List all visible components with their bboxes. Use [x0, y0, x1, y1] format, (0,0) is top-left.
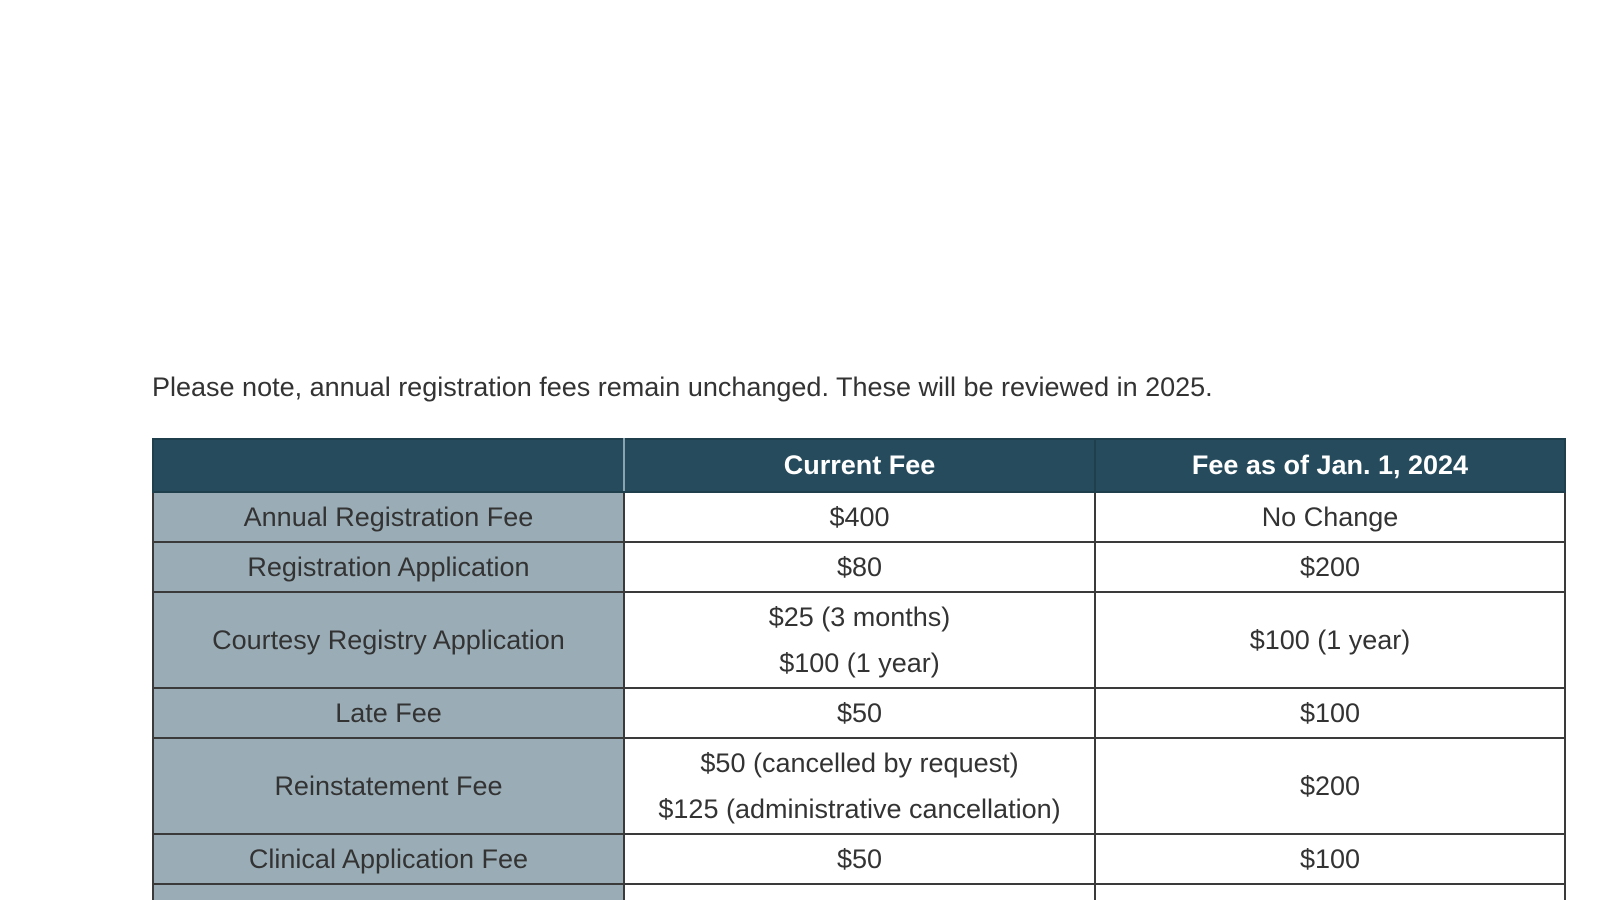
new-fee-cell: $200 — [1095, 542, 1565, 592]
table-row — [153, 542, 1565, 592]
current-fee-value: $400 — [829, 502, 890, 532]
fee-note: Please note, annual registration fees remain unchanged. These will be reviewed in 2025. — [152, 372, 1213, 402]
current-fee-value: $50 (cancelled by request) — [700, 748, 1019, 778]
new-fee-cell: $100 (1 year) — [1095, 592, 1565, 688]
row-label: Annual Registration Fee — [153, 492, 624, 542]
current-fee-cell — [624, 834, 1095, 884]
current-fee-cell — [624, 592, 1095, 688]
fee-table — [152, 438, 1566, 900]
row-label: Clinical Application Fee — [153, 834, 624, 884]
new-fee-cell: $100 — [1095, 688, 1565, 738]
current-fee-cell — [624, 492, 1095, 542]
header-new-fee: Fee as of Jan. 1, 2024 — [1095, 439, 1565, 492]
current-fee-value: $25 (3 months) — [768, 602, 951, 632]
header-blank-cell — [153, 439, 624, 492]
row-label: Late Fee — [153, 688, 624, 738]
current-fee-value: $80 — [836, 552, 883, 582]
current-fee-value: $50 — [836, 844, 883, 874]
new-fee-cell: $200 — [1095, 738, 1565, 834]
table-header-row — [153, 439, 1565, 492]
current-fee-value: $100 (1 year) — [779, 648, 940, 678]
current-fee-value: $50 — [836, 698, 883, 728]
row-label-partial — [153, 884, 624, 900]
row-label: Reinstatement Fee — [153, 738, 624, 834]
current-fee-cell-partial — [624, 884, 1095, 900]
header-current-fee: Current Fee — [624, 439, 1095, 492]
current-fee-cell — [624, 542, 1095, 592]
current-fee-cell — [624, 738, 1095, 834]
current-fee-cell — [624, 688, 1095, 738]
table-row — [153, 834, 1565, 884]
new-fee-cell-partial — [1095, 884, 1565, 900]
current-fee-value: $125 (administrative cancellation) — [658, 794, 1061, 824]
new-fee-cell: $100 — [1095, 834, 1565, 884]
table-row — [153, 688, 1565, 738]
table-row-partial — [153, 884, 1565, 900]
row-label: Registration Application — [153, 542, 624, 592]
table-row — [153, 492, 1565, 542]
table-row — [153, 738, 1565, 834]
new-fee-cell: No Change — [1095, 492, 1565, 542]
table-row — [153, 592, 1565, 688]
row-label: Courtesy Registry Application — [153, 592, 624, 688]
